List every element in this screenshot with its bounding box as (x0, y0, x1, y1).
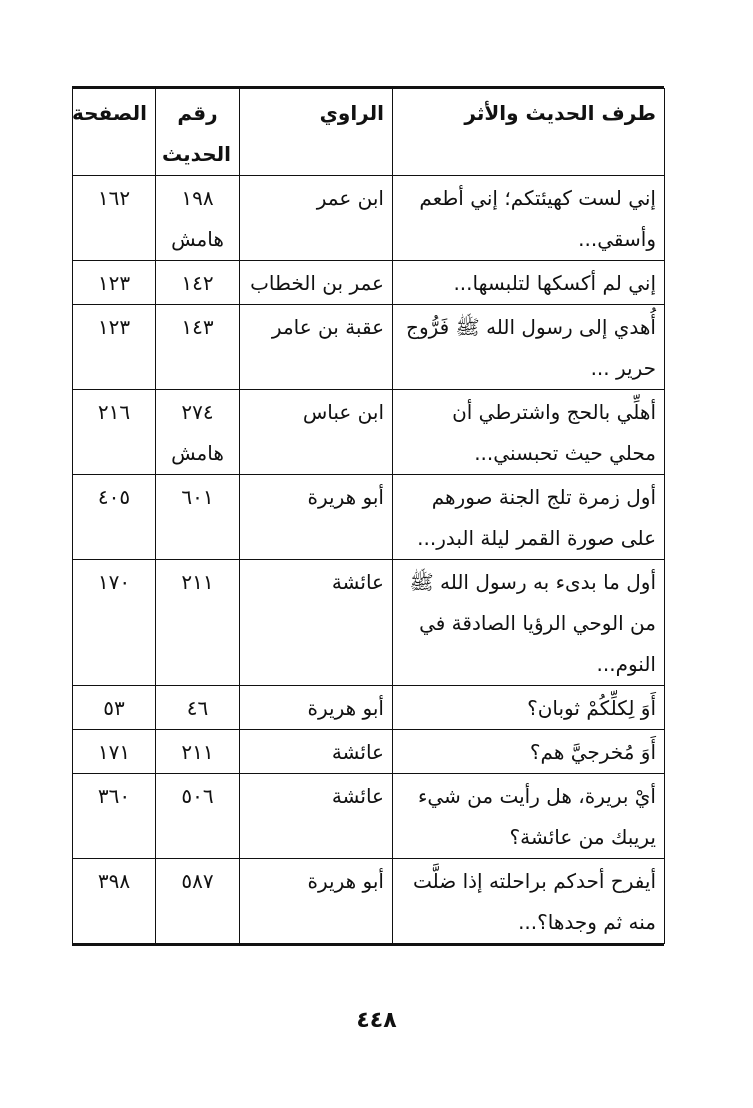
hadith-number-cell (156, 774, 240, 859)
hadith-text-cell: أول ما بدىء به رسول الله ﷺ من الوحي الرؤيا الصادقة في النوم... (393, 560, 665, 686)
hadith-number-cell (156, 859, 240, 944)
page-cell: ١٧١ (73, 730, 156, 774)
narrator-cell: ابن عمر (240, 176, 393, 261)
hadith-number-cell (156, 176, 240, 261)
hadith-text-cell: أول زمرة تلج الجنة صورهم على صورة القمر ليلة البدر... (393, 475, 665, 560)
narrator-cell: ابن عباس (240, 390, 393, 475)
hadith-text-cell: أُهدي إلى رسول الله ﷺ فَرُّوج حرير ... (393, 305, 665, 390)
hadith-number-cell (156, 730, 240, 774)
narrator-cell: عائشة (240, 730, 393, 774)
header-hadith-number: رقم الحديث (156, 89, 240, 176)
hadith-number: ٢١١ (181, 740, 214, 764)
page-cell: ٤٠٥ (73, 475, 156, 560)
hadith-text-cell: أَوَ مُخرجيَّ هم؟ (393, 730, 665, 774)
hadith-number-cell (156, 686, 240, 730)
narrator-cell: عقبة بن عامر (240, 305, 393, 390)
page-cell: ٢١٦ (73, 390, 156, 475)
hadith-number: ٥٨٧ (181, 869, 214, 893)
hadith-number: ٢٧٤ (181, 400, 214, 424)
footnote-marker: هامش (171, 441, 224, 465)
header-page: الصفحة (73, 89, 156, 176)
hadith-number-cell (156, 305, 240, 390)
table-header-row (73, 89, 665, 176)
narrator-cell: أبو هريرة (240, 686, 393, 730)
page-cell: ٣٩٨ (73, 859, 156, 944)
table-row (73, 686, 665, 730)
hadith-number: ٥٠٦ (181, 784, 214, 808)
narrator-cell: أبو هريرة (240, 859, 393, 944)
page-cell: ٥٣ (73, 686, 156, 730)
page-cell: ١٢٣ (73, 305, 156, 390)
header-hadith-text: طرف الحديث والأثر (393, 89, 665, 176)
table-row (73, 176, 665, 261)
page-number: ٤٤٨ (356, 1008, 397, 1033)
hadith-number: ١٤٢ (181, 271, 214, 295)
table-row (73, 774, 665, 859)
hadith-number-cell (156, 560, 240, 686)
header-narrator: الراوي (240, 89, 393, 176)
page-cell: ١٧٠ (73, 560, 156, 686)
table-row (73, 730, 665, 774)
hadith-text-cell: أيفرح أحدكم براحلته إذا ضلَّت منه ثم وجدها؟... (393, 859, 665, 944)
hadith-number-cell (156, 390, 240, 475)
table-row (73, 560, 665, 686)
table-row (73, 390, 665, 475)
table-row (73, 475, 665, 560)
hadith-number: ١٤٣ (181, 315, 214, 339)
narrator-cell: عمر بن الخطاب (240, 261, 393, 305)
table-row (73, 305, 665, 390)
hadith-number: ٦٠١ (181, 485, 214, 509)
hadith-index-table (72, 88, 665, 944)
hadith-number: ٤٦ (186, 696, 209, 720)
hadith-number: ٢١١ (181, 570, 214, 594)
hadith-number-cell (156, 475, 240, 560)
hadith-text-cell: إني لست كهيئتكم؛ إني أطعم وأسقي... (393, 176, 665, 261)
hadith-text-cell: إني لم أكسكها لتلبسها... (393, 261, 665, 305)
table-body (73, 176, 665, 944)
table-row (73, 859, 665, 944)
hadith-text-cell: أهلِّي بالحج واشترطي أن محلي حيث تحبسني... (393, 390, 665, 475)
narrator-cell: أبو هريرة (240, 475, 393, 560)
hadith-text-cell: أيْ بريرة، هل رأيت من شيء يريبك من عائشة؟ (393, 774, 665, 859)
hadith-number-cell (156, 261, 240, 305)
footnote-marker: هامش (171, 227, 224, 251)
page-cell: ٣٦٠ (73, 774, 156, 859)
hadith-number: ١٩٨ (181, 186, 214, 210)
table-row (73, 261, 665, 305)
table-bottom-rule (72, 944, 664, 946)
hadith-text-cell: أَوَ لِكلِّكُمْ ثوبان؟ (393, 686, 665, 730)
page-cell: ١٢٣ (73, 261, 156, 305)
narrator-cell: عائشة (240, 774, 393, 859)
narrator-cell: عائشة (240, 560, 393, 686)
page-cell: ١٦٢ (73, 176, 156, 261)
